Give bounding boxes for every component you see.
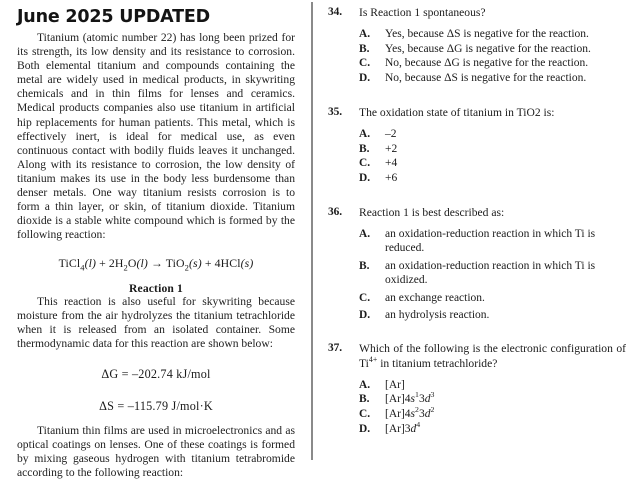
answer-choice[interactable] [359, 308, 626, 322]
equation-reactant-2-rest: O [127, 255, 137, 270]
choice-text: an hydrolysis reaction. [385, 309, 490, 322]
question-number: 35. [328, 106, 342, 119]
question-item [328, 206, 626, 322]
choice-text: an exchange reaction. [385, 291, 485, 304]
equation-reactant-1-subscript: 4 [80, 262, 85, 273]
question-item [328, 106, 626, 185]
config-shell-mid: 3 [418, 408, 425, 421]
config-base: [Ar]3 [385, 422, 411, 435]
config-base: [Ar]4 [385, 408, 411, 421]
question-number: 37. [328, 342, 342, 355]
choice-letter: C. [359, 291, 371, 304]
config-exponent-1: 2 [415, 405, 419, 415]
config-base: [Ar]4 [385, 393, 411, 406]
choice-letter: D. [359, 309, 371, 322]
question-stem: Is Reaction 1 spontaneous? [359, 6, 486, 19]
choice-letter: A. [359, 128, 371, 141]
equation-product-2-state: (s) [240, 255, 254, 270]
equation-reactant-1: TiCl [58, 255, 81, 270]
question-stem-prefix: Which of the following is the electronic configuration of Ti [359, 342, 626, 370]
equation-plus-1: + [99, 255, 106, 270]
answer-choice[interactable] [359, 142, 626, 156]
equation-plus-2: + [204, 255, 212, 270]
answer-choice[interactable] [359, 419, 626, 436]
answer-choice[interactable] [359, 71, 626, 85]
config-orbital-s: s [410, 408, 416, 421]
config-orbital-s: s [410, 393, 416, 406]
page-title: June 2025 UPDATED [17, 7, 210, 27]
equation-reactant-1-state: (l) [84, 255, 97, 270]
answer-choice[interactable] [359, 42, 626, 56]
choice-text: +4 [385, 157, 398, 170]
equation-reactant-2-state: (l) [136, 255, 148, 270]
thermo-delta-s-value: ΔS = –115.79 J/mol·K [99, 399, 213, 414]
answer-choice[interactable] [359, 378, 626, 392]
reaction-1-caption: Reaction 1 [129, 281, 183, 295]
questions-column [311, 0, 640, 460]
choice-letter: D. [359, 422, 371, 435]
equation-product-1-subscript: 2 [184, 262, 189, 273]
thermo-delta-g-value: ΔG = –202.74 kJ/mol [101, 367, 211, 382]
answer-choice[interactable] [359, 127, 626, 141]
chemical-equation-reaction-1 [17, 256, 295, 271]
choice-letter: B. [359, 393, 370, 406]
answer-choice[interactable] [359, 392, 626, 406]
answer-choice-list [359, 227, 626, 322]
choice-letter: B. [359, 142, 370, 155]
choice-text: [Ar] [385, 378, 405, 391]
passage-paragraph-1: Titanium (atomic number 22) has long been prized for its strength, its low density and its resistance to corrosion. Both elemental titanium and compounds containing the metal are widely used in medical products, in skywriting chemicals and in thin films for lenses and ceramics. Medical products companies also use titanium in artificial hip replacements for human patients. This metal, which is effectively inert, is ideal for medical use, as even continuous contact with bodily fluids leaves it unchanged. Along with its resistance to corrosion, the low density of titanium makes its use in the body less burdensome than denser metals. One way titanium resists corrosion is to form a thin layer, or skin, of titanium dioxide. Titanium dioxide is a stable white compound which is formed by the following reaction: [17, 31, 295, 241]
answer-choice[interactable] [359, 291, 626, 305]
config-exponent-2: 3 [430, 390, 435, 400]
question-item [328, 6, 626, 85]
choice-text: –2 [385, 128, 397, 141]
equation-reactant-2-subscript: 2 [123, 262, 128, 273]
config-exponent-1: 1 [415, 390, 419, 400]
choice-letter: C. [359, 408, 371, 421]
choice-text [385, 407, 626, 421]
config-exponent-2: 4 [416, 419, 421, 429]
answer-choice[interactable] [359, 227, 626, 255]
config-shell-mid: 3 [418, 393, 425, 406]
layout-spacer [17, 414, 295, 424]
choice-text [385, 419, 626, 436]
equation-product-1: TiO [165, 255, 185, 270]
question-stem [359, 342, 626, 370]
passage-paragraph-2: This reaction is also useful for skywriting because moisture from the air hydrolyzes the titanium tetrachloride when it is released from an isolated container. Some thermodynamic data for this reaction are shown below: [17, 294, 295, 351]
answer-choice-list [359, 127, 626, 185]
choice-letter: C. [359, 157, 371, 170]
choice-letter: B. [359, 260, 370, 273]
config-orbital-d: d [410, 422, 417, 435]
question-stem: Reaction 1 is best described as: [359, 206, 505, 220]
question-stem: The oxidation state of titanium in TiO2 is: [359, 106, 555, 120]
choice-letter: A. [359, 378, 371, 391]
question-item [328, 342, 626, 435]
answer-choice[interactable] [359, 156, 626, 170]
answer-choice-list [359, 378, 626, 436]
choice-text: an oxidation-reduction reaction in which Ti is oxidized. [385, 260, 596, 287]
passage-column [0, 0, 311, 480]
answer-choice[interactable] [359, 259, 626, 287]
answer-choice[interactable] [359, 27, 626, 41]
question-stem-suffix: in titanium tetrachloride? [377, 356, 498, 370]
config-orbital-d: d [424, 408, 431, 421]
choice-text: an oxidation-reduction reaction in which Ti is reduced. [385, 228, 596, 255]
choice-letter: D. [359, 71, 371, 84]
choice-text: No, because ΔS is negative for the reaction. [385, 71, 587, 84]
choice-letter: B. [359, 42, 370, 55]
choice-letter: A. [359, 228, 371, 241]
equation-arrow-icon: → [151, 255, 163, 270]
answer-choice[interactable] [359, 56, 626, 70]
choice-text: +2 [385, 142, 398, 155]
question-stem-charge: 4+ [368, 354, 378, 364]
choice-text [385, 392, 626, 406]
config-exponent-2: 2 [430, 405, 435, 415]
choice-letter: A. [359, 28, 371, 41]
answer-choice[interactable] [359, 407, 626, 421]
choice-text: Yes, because ΔG is negative for the reaction. [385, 42, 591, 55]
answer-choice-list [359, 27, 626, 85]
equation-product-1-state: (s) [189, 255, 202, 270]
passage-paragraph-3: Titanium thin films are used in microelectronics and as optical coatings on lenses. One of these coatings is formed by mixing gaseous hydrogen with titanium tetrabromide according to the following reaction: [17, 424, 295, 480]
choice-letter: C. [359, 57, 371, 70]
equation-product-2: 4HCl [214, 255, 241, 270]
choice-text: No, because ΔG is negative for the reaction. [385, 57, 589, 70]
question-number: 36. [328, 206, 342, 219]
equation-reactant-2-coefficient: 2H [108, 255, 124, 270]
question-number: 34. [328, 6, 342, 18]
choice-letter: D. [359, 172, 371, 185]
choice-text: Yes, because ΔS is negative for the reaction. [385, 28, 589, 41]
answer-choice[interactable] [359, 171, 626, 185]
choice-text: +6 [385, 172, 398, 185]
config-orbital-d: d [424, 393, 431, 406]
